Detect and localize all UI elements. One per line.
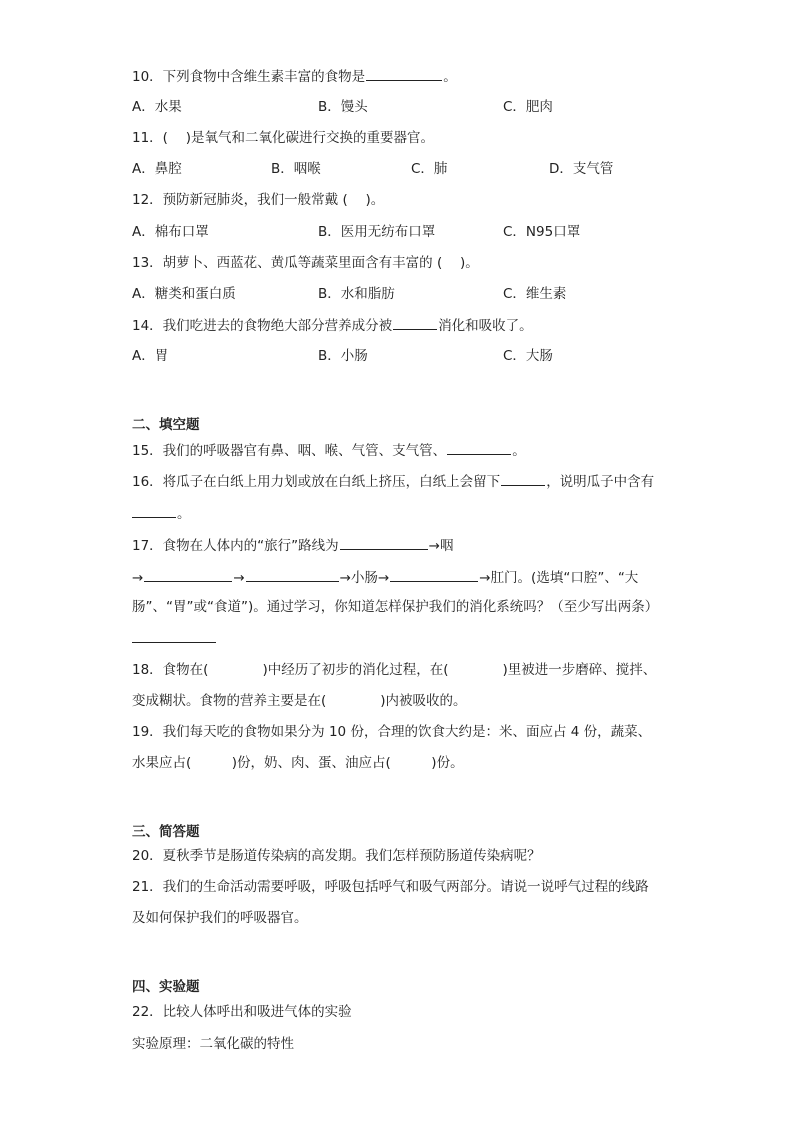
- route-pharynx: 咽: [439, 538, 454, 554]
- question-16-mid: ，说明瓜子中含有: [546, 474, 655, 490]
- question-19-cont: 水果应占( )份，奶、肉、蛋、油应占( )份。: [132, 755, 464, 771]
- answer-blank[interactable]: [366, 66, 442, 81]
- question-10: [132, 66, 457, 87]
- arrow: →: [428, 538, 440, 554]
- question-17-route: [132, 567, 638, 588]
- answer-blank[interactable]: [340, 535, 428, 550]
- option-c[interactable]: C．肥肉: [503, 99, 553, 115]
- question-20: 20．夏秋季节是肠道传染病的高发期。我们怎样预防肠道传染病呢？: [132, 848, 541, 864]
- answer-blank[interactable]: [501, 471, 545, 486]
- arrow: →: [479, 570, 491, 586]
- option-a[interactable]: A．鼻腔: [132, 161, 182, 177]
- question-16-cont: [132, 503, 191, 524]
- question-14: [132, 315, 533, 336]
- arrow: →: [377, 570, 390, 586]
- question-16-end: 。: [177, 506, 191, 522]
- answer-blank[interactable]: [447, 440, 511, 455]
- question-22: 22．比较人体呼出和吸进气体的实验: [132, 1004, 352, 1020]
- question-12: 12．预防新冠肺炎，我们一般常戴 ( )。: [132, 192, 385, 208]
- answer-blank[interactable]: [390, 567, 478, 582]
- question-21-cont: 及如何保护我们的呼吸器官。: [132, 910, 308, 926]
- question-15-end: 。: [512, 443, 526, 459]
- question-17: [132, 535, 453, 556]
- arrow: →: [339, 570, 351, 586]
- section-heading-fill-blank: 二、填空题: [132, 417, 200, 433]
- experiment-principle: 实验原理：二氧化碳的特性: [132, 1036, 294, 1052]
- option-d[interactable]: D．支气管: [549, 161, 614, 177]
- option-c[interactable]: C．大肠: [503, 348, 553, 364]
- question-18-cont: 变成糊状。食物的营养主要是在( )内被吸收的。: [132, 693, 467, 709]
- option-a[interactable]: A．水果: [132, 99, 182, 115]
- question-18: 18．食物在( )中经历了初步的消化过程，在( )里被进一步磨碎、搅拌、: [132, 662, 657, 678]
- question-10-text: 10．下列食物中含维生素丰富的食物是: [132, 69, 366, 85]
- route-small-intestine: 小肠: [350, 570, 378, 586]
- option-a[interactable]: A．胃: [132, 348, 169, 364]
- question-19: 19．我们每天吃的食物如果分为 10 份，合理的饮食大约是：米、面应占 4 份，蔬菜、: [132, 724, 652, 740]
- answer-blank[interactable]: [132, 628, 216, 643]
- question-16: [132, 471, 654, 492]
- answer-blank[interactable]: [393, 315, 437, 330]
- question-11: 11．( )是氧气和二氧化碳进行交换的重要器官。: [132, 130, 435, 146]
- option-b[interactable]: B．小肠: [318, 348, 368, 364]
- option-b[interactable]: B．咽喉: [271, 161, 321, 177]
- question-10-end: 。: [443, 69, 457, 85]
- question-17-text: 17．食物在人体内的“旅行”路线为: [132, 538, 339, 554]
- question-14-end: 消化和吸收了。: [438, 318, 533, 334]
- option-c[interactable]: C．维生素: [503, 286, 567, 302]
- option-c[interactable]: C．肺: [411, 161, 448, 177]
- answer-blank[interactable]: [132, 503, 176, 518]
- question-16-text: 16．将瓜子在白纸上用力划或放在白纸上挤压，白纸上会留下: [132, 474, 501, 490]
- arrow: →: [132, 570, 144, 586]
- option-b[interactable]: B．医用无纺布口罩: [318, 224, 436, 240]
- section-heading-short-answer: 三、简答题: [132, 824, 200, 840]
- route-anus: 肛门。(选填“口腔”、“大: [490, 570, 639, 586]
- question-15-text: 15．我们的呼吸器官有鼻、咽、喉、气管、支气管、: [132, 443, 447, 459]
- question-21: 21．我们的生命活动需要呼吸，呼吸包括呼气和吸气两部分。请说一说呼气过程的线路: [132, 879, 649, 895]
- option-a[interactable]: A．棉布口罩: [132, 224, 209, 240]
- option-b[interactable]: B．水和脂肪: [318, 286, 395, 302]
- option-b[interactable]: B．馒头: [318, 99, 368, 115]
- question-17-answer: [132, 628, 217, 649]
- arrow: →: [233, 570, 245, 586]
- question-17-line3: 肠”、“胃”或“食道”)。通过学习，你知道怎样保护我们的消化系统吗？（至少写出两条）: [132, 599, 659, 615]
- option-a[interactable]: A．糖类和蛋白质: [132, 286, 236, 302]
- question-15: [132, 440, 526, 461]
- question-13: 13．胡萝卜、西蓝花、黄瓜等蔬菜里面含有丰富的 ( )。: [132, 255, 479, 271]
- answer-blank[interactable]: [246, 567, 339, 582]
- question-14-text: 14．我们吃进去的食物绝大部分营养成分被: [132, 318, 393, 334]
- answer-blank[interactable]: [144, 567, 232, 582]
- option-c[interactable]: C．N95口罩: [503, 224, 581, 240]
- section-heading-experiment: 四、实验题: [132, 979, 200, 995]
